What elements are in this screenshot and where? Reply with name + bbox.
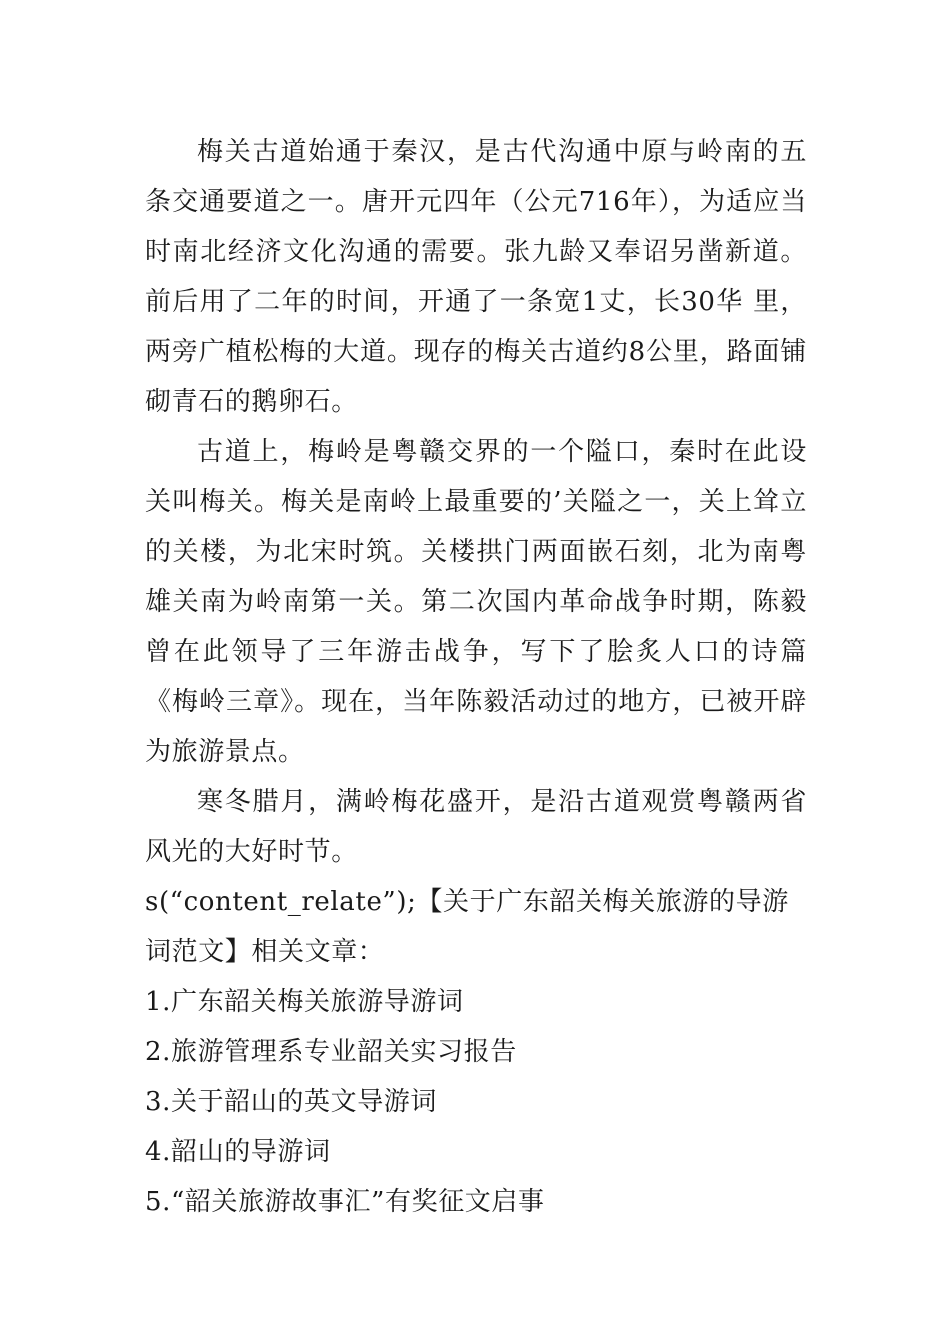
related-article-item-1[interactable]: 1.广东韶关梅关旅游导游词 [145,987,464,1017]
related-articles-list [145,977,807,1227]
article-body [145,127,807,1227]
related-article-item-2[interactable]: 2.旅游管理系专业韶关实习报告 [145,1037,517,1067]
related-article-item-5[interactable]: 5.“韶关旅游故事汇”有奖征文启事 [145,1187,545,1217]
paragraph-meiguan-history: 梅关古道始通于秦汉，是古代沟通中原与岭南的五条交通要道之一。唐开元四年（公元716年），为适应当时南北经济文化沟通的需要。张九龄又奉诏另凿新道。前后用了二年的时间，开通了一条宽1丈，长30华 里，两旁广植松梅的大道。现存的梅关古道约8公里，路面铺砌青石的鹅卵石。 [145,137,807,417]
paragraph-meiling-pass: 古道上，梅岭是粤赣交界的一个隘口，秦时在此设关叫梅关。梅关是南岭上最重要的’关隘之一，关上耸立的关楼，为北宋时筑。关楼拱门两面嵌石刻，北为南粤雄关南为岭南第一关。第二次国内革命战争时期，陈毅曾在此领导了三年游击战争，写下了脍炙人口的诗篇《梅岭三章》。现在，当年陈毅活动过的地方，已被开辟为旅游景点。 [145,437,807,767]
related-articles-heading: s(“content_relate”);【关于广东韶关梅关旅游的导游词范文】相关文章： [145,887,789,967]
paragraph-winter-plum: 寒冬腊月，满岭梅花盛开，是沿古道观赏粤赣两省风光的大好时节。 [145,787,807,867]
related-article-item-4[interactable]: 4.韶山的导游词 [145,1137,331,1167]
related-article-item-3[interactable]: 3.关于韶山的英文导游词 [145,1087,438,1117]
